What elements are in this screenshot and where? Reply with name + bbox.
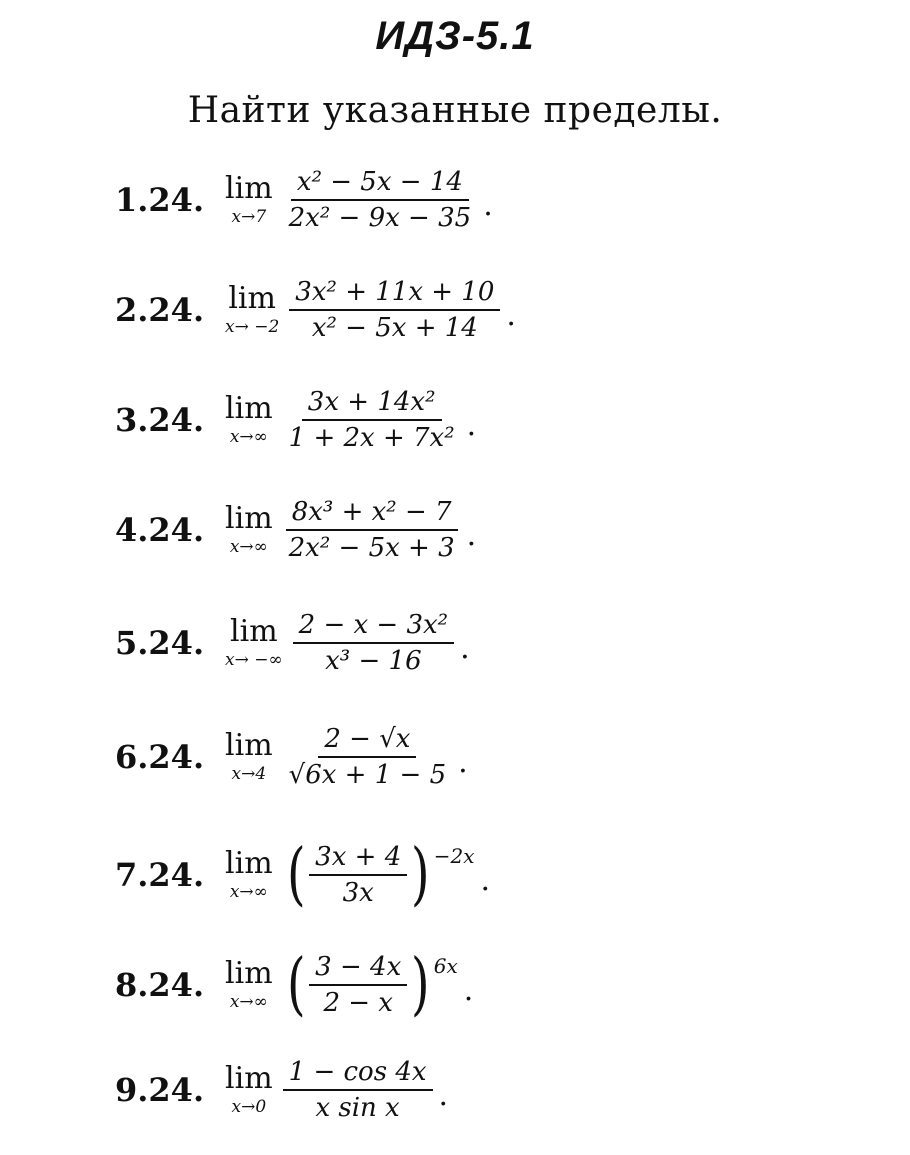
fraction [289,275,500,345]
end-period: . [483,187,493,223]
denominator: 3x [342,878,374,908]
lim-label: lim [225,846,273,881]
end-period: . [460,630,470,666]
end-period: . [458,744,468,780]
limit-approach: x→∞ [229,537,268,557]
fraction [309,840,407,910]
problem-number: 7.24. [115,856,205,894]
numerator: 3x + 4 [309,840,407,876]
problem-8 [115,940,473,1030]
problem-number: 8.24. [115,966,205,1004]
problem-number: 2.24. [115,291,205,329]
numerator: 2 − x − 3x² [293,608,454,644]
denominator: x³ − 16 [325,646,422,676]
right-paren: ) [411,945,430,1024]
limit-approach: x→∞ [229,427,268,447]
limit-operator [225,283,279,337]
denominator: 2 − x [323,988,393,1018]
problem-number: 5.24. [115,624,205,662]
numerator: 1 − cos 4x [283,1055,433,1091]
denominator: 2x² − 5x + 3 [288,533,455,563]
lim-label: lim [230,614,278,649]
problem-3 [115,375,476,465]
problem-number: 3.24. [115,401,205,439]
exponent: 6x [433,954,458,978]
limit-operator [225,730,273,784]
problem-number: 6.24. [115,738,205,776]
limit-operator [225,173,273,227]
numerator: 3x + 14x² [302,385,442,421]
numerator: 8x³ + x² − 7 [286,495,458,531]
denominator: 2x² − 9x − 35 [288,203,472,233]
problem-1 [115,155,493,245]
problem-9 [115,1045,448,1135]
fraction [283,495,461,565]
page-title: ИДЗ-5.1 [375,14,535,58]
end-period: . [506,297,516,333]
fraction [283,1055,433,1125]
limit-approach: x→∞ [229,882,268,902]
fraction [309,950,407,1020]
lim-label: lim [228,281,276,316]
lim-label: lim [225,501,273,536]
denominator: 1 + 2x + 7x² [288,423,455,453]
end-period: . [463,972,474,1008]
bracketed-fraction [283,945,458,1024]
fraction [283,385,461,455]
limit-operator [225,393,273,447]
limit-operator [225,958,273,1012]
limit-approach: x→ −∞ [225,650,283,670]
end-period: . [438,1077,449,1113]
problem-6 [115,712,468,802]
problem-number: 1.24. [115,181,205,219]
limit-operator [225,1063,273,1117]
numerator: 3x² + 11x + 10 [289,275,500,311]
denominator: x² − 5x + 14 [311,313,478,343]
end-period: . [466,407,477,443]
instruction-text: Найти указанные пределы. [187,90,723,131]
problem-2 [115,265,516,355]
problem-number: 4.24. [115,511,205,549]
lim-label: lim [225,728,273,763]
left-paren: ( [286,835,306,914]
bracketed-fraction [283,835,475,914]
problem-5 [115,598,470,688]
lim-label: lim [225,171,273,206]
left-paren: ( [286,945,306,1024]
fraction [293,608,454,678]
limit-approach: x→∞ [229,992,268,1012]
limit-approach: x→4 [231,764,267,784]
lim-label: lim [225,1061,273,1096]
problem-7 [115,830,490,920]
problem-4 [115,485,476,575]
numerator: 3 − 4x [309,950,407,986]
right-paren: ) [411,835,430,914]
end-period: . [466,517,477,553]
limit-operator [225,616,283,670]
numerator: 2 − √x [318,722,416,758]
lim-label: lim [225,391,273,426]
fraction [283,722,453,792]
end-period: . [480,862,491,898]
limit-approach: x→7 [231,207,267,227]
fraction [283,165,478,235]
exponent: −2x [433,844,475,868]
limit-operator [225,848,273,902]
denominator: x sin x [315,1093,400,1123]
limit-approach: x→ −2 [225,317,280,337]
lim-label: lim [225,956,273,991]
limit-operator [225,503,273,557]
denominator: √6x + 1 − 5 [288,760,447,790]
limit-approach: x→0 [231,1097,267,1117]
problem-number: 9.24. [115,1071,205,1109]
numerator: x² − 5x − 14 [291,165,469,201]
